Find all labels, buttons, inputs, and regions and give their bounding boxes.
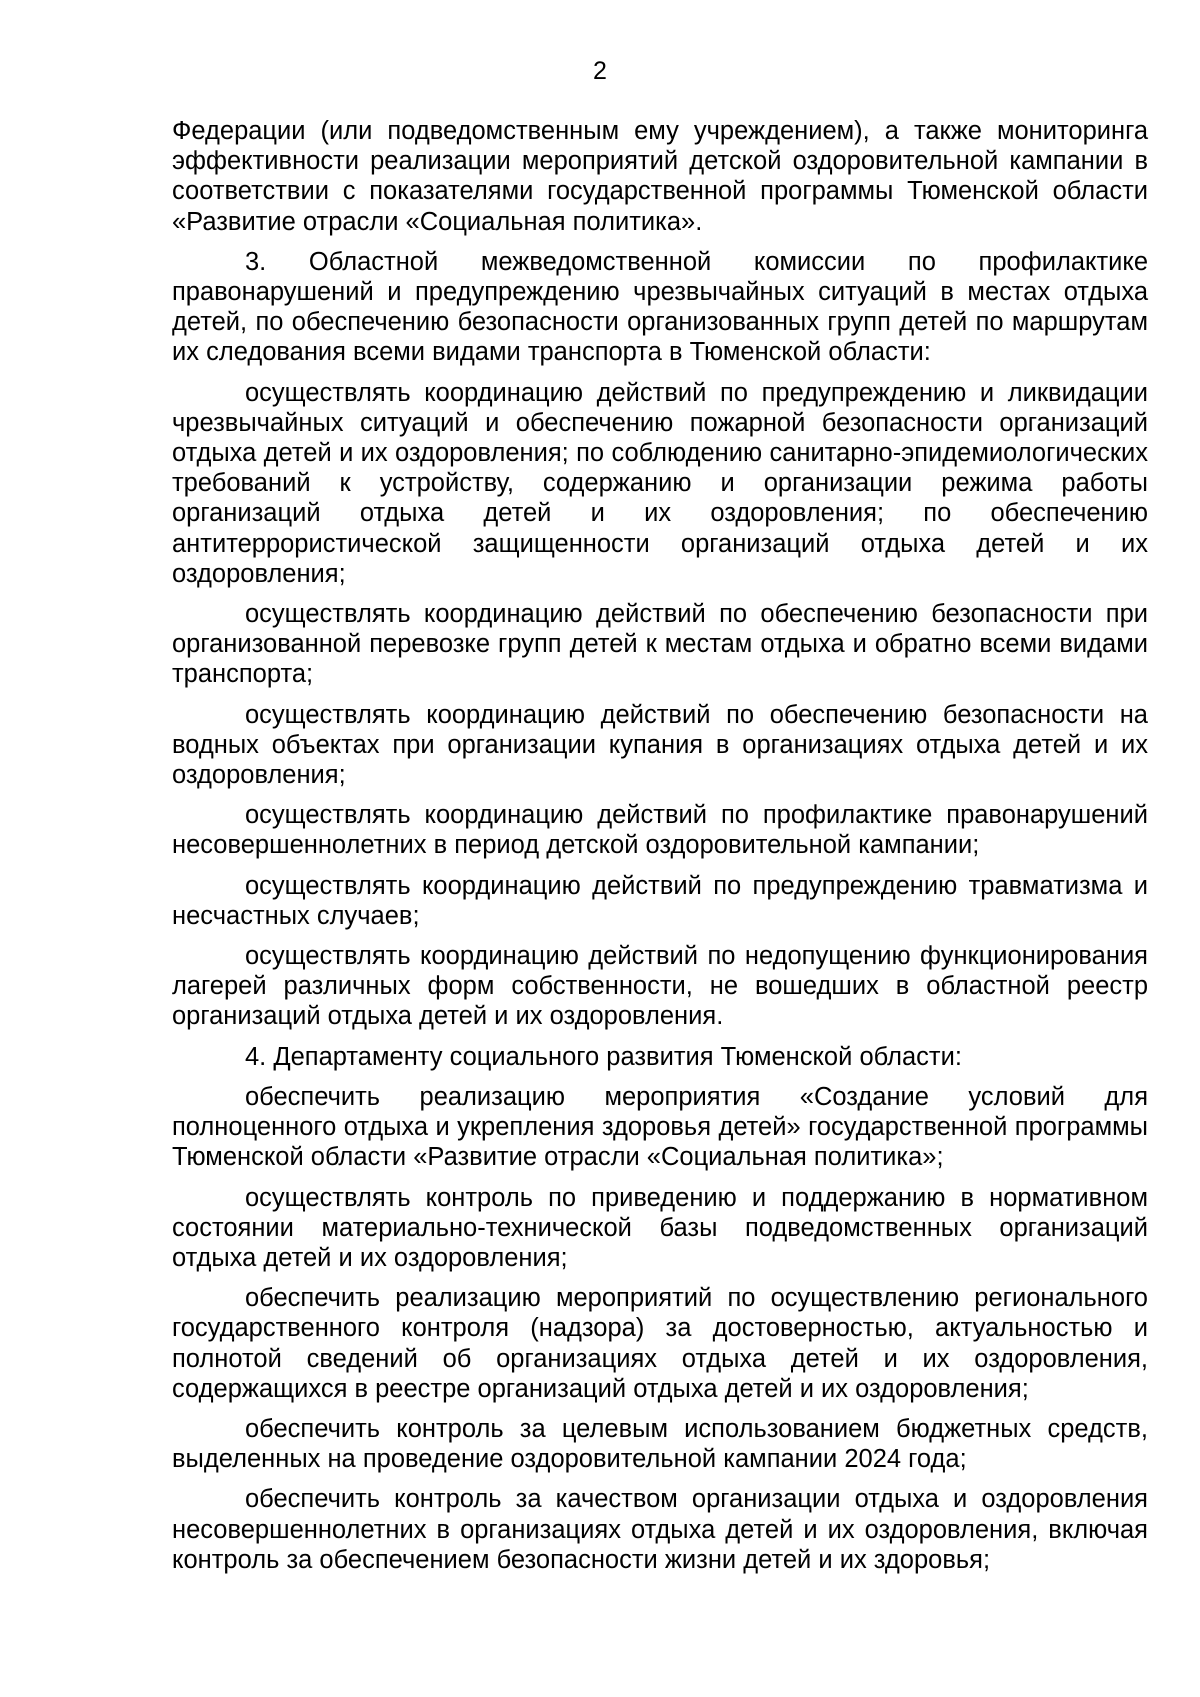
paragraph-budget-control: обеспечить контроль за целевым использованием бюджетных средств, выделенных на проведение оздоровительной кампании 2024 года; [172, 1414, 1148, 1474]
paragraph-item-3: 3. Областной межведомственной комиссии по профилактике правонарушений и предупреждению чрезвычайных ситуаций в местах отдыха детей, по обеспечению безопасности организованных групп детей по маршрутам их следования всеми видами транспорта в Тюменской области: [172, 247, 1148, 367]
paragraph-injury-prevention: осуществлять координацию действий по предупреждению травматизма и несчастных случаев; [172, 871, 1148, 930]
paragraph-unregistered-camps: осуществлять координацию действий по недопущению функционирования лагерей различных форм собственности, не вошедших в областной реестр организаций отдыха детей и их оздоровления. [172, 942, 1148, 1031]
paragraph-item-4: 4. Департаменту социального развития Тюменской области: [245, 1042, 962, 1071]
paragraph-continuation: Федерации (или подведомственным ему учреждением), а также мониторинга эффективности реализации мероприятий детской оздоровительной кампании в соответствии с показателями государственной программы Тюменской области «Развитие отрасли «Социальная политика». [172, 117, 1148, 236]
paragraph-emergency-coordination: осуществлять координацию действий по предупреждению и ликвидации чрезвычайных ситуаций и обеспечению пожарной безопасности организаций отдыха детей и их оздоровления; по соблюдению санитарно-эпидемиологических требований к устройству, содержанию и организации режима работы организаций отдыха детей и их оздоровления; по обеспечению антитеррористической защищенности организаций отдыха детей и их оздоровления; [172, 378, 1148, 588]
paragraph-material-base: осуществлять контроль по приведению и поддержанию в нормативном состоянии материально-технической базы подведомственных организаций отдыха детей и их оздоровления; [172, 1183, 1148, 1272]
paragraph-offense-prevention: осуществлять координацию действий по профилактике правонарушений несовершеннолетних в период детской оздоровительной кампании; [172, 801, 1148, 860]
paragraph-regional-control: обеспечить реализацию мероприятий по осуществлению регионального государственного контроля (надзора) за достоверностью, актуальностью и полнотой сведений об организациях отдыха детей и их оздоровления, содержащихся в реестре организаций отдыха детей и их оздоровления; [172, 1284, 1148, 1403]
page-number: 2 [593, 57, 607, 85]
paragraph-water-safety: осуществлять координацию действий по обеспечению безопасности на водных объектах при организации купания в организациях отдыха детей и их оздоровления; [172, 700, 1148, 790]
paragraph-program-measure: обеспечить реализацию мероприятия «Создание условий для полноценного отдыха и укрепления здоровья детей» государственной программы Тюменской области «Развитие отрасли «Социальная политика»; [172, 1082, 1148, 1172]
paragraph-quality-control: обеспечить контроль за качеством организации отдыха и оздоровления несовершеннолетних в организациях отдыха детей и их оздоровления, включая контроль за обеспечением безопасности жизни детей и их здоровья; [172, 1485, 1148, 1574]
paragraph-transport-safety: осуществлять координацию действий по обеспечению безопасности при организованной перевозке групп детей к местам отдыха и обратно всеми видами транспорта; [172, 600, 1148, 689]
document-body [172, 116, 1148, 1585]
